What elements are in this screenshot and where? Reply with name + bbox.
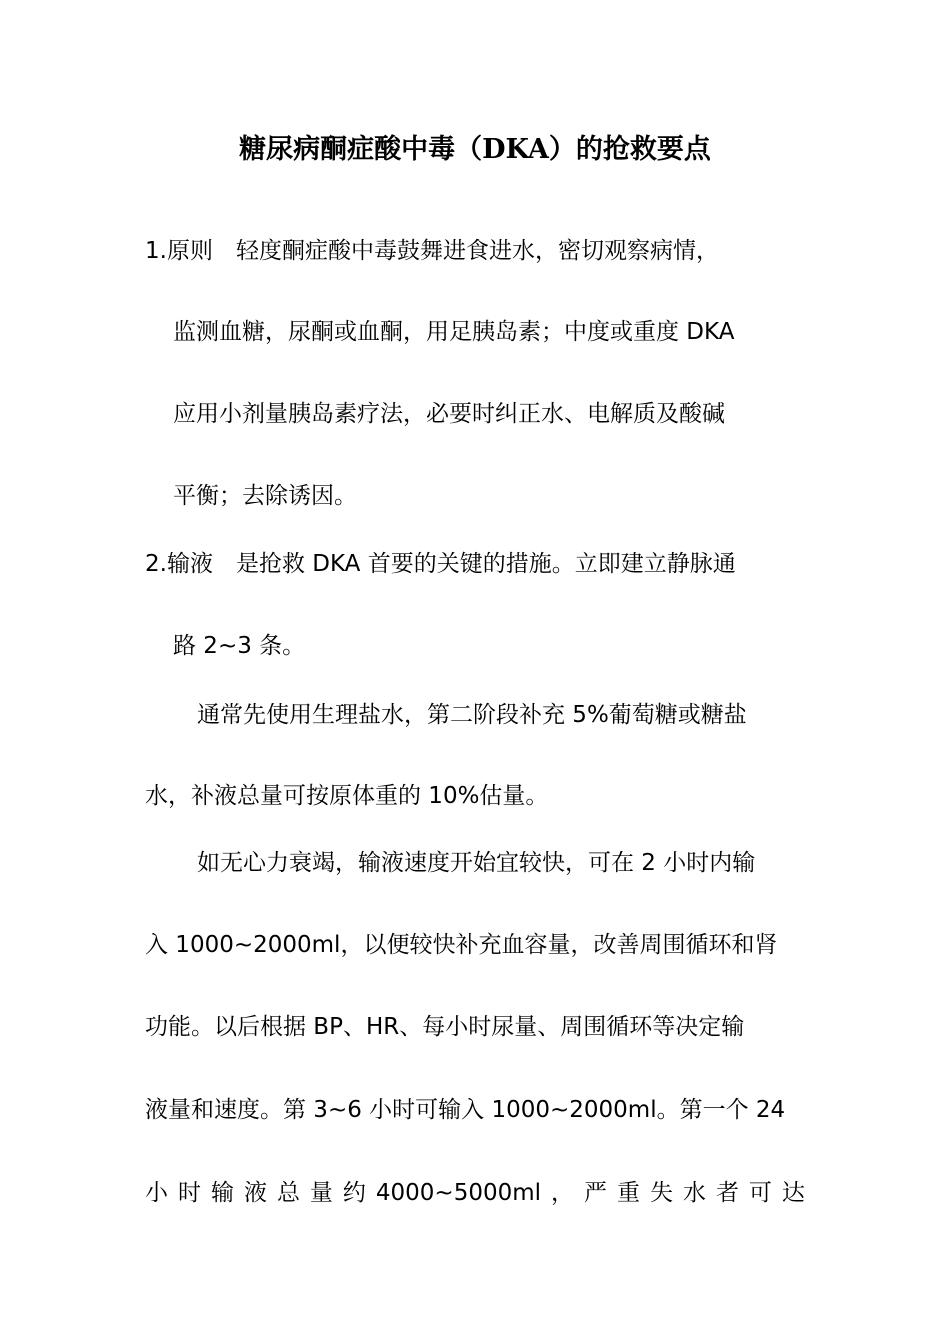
paragraph-line-principle: 1.原则 轻度酮症酸中毒鼓舞进食进水，密切观察病情，: [145, 238, 719, 264]
page-title: 糖尿病酮症酸中毒（DKA）的抢救要点: [239, 134, 711, 165]
word: 可: [748, 1180, 772, 1206]
word: 时: [177, 1180, 201, 1206]
word: 液: [243, 1180, 267, 1206]
paragraph-line: 路 2~3 条。: [173, 633, 306, 659]
word: 失: [649, 1180, 673, 1206]
word: 严: [584, 1180, 607, 1206]
paragraph-line: 应用小剂量胰岛素疗法，必要时纠正水、电解质及酸碱: [173, 401, 725, 427]
word: 输: [210, 1180, 234, 1206]
word: 小: [145, 1180, 168, 1206]
word: 4000~5000ml: [375, 1180, 542, 1206]
word: 总: [276, 1180, 300, 1206]
word: 重: [616, 1180, 640, 1206]
paragraph-line: 入 1000~2000ml，以便较快补充血容量，改善周围循环和肾: [145, 932, 778, 958]
word: 约: [342, 1180, 366, 1206]
paragraph-line-infusion: 2.输液 是抢救 DKA 首要的关键的措施。立即建立静脉通: [145, 551, 736, 577]
word: ，: [551, 1180, 575, 1206]
paragraph-line: 监测血糖，尿酮或血酮，用足胰岛素；中度或重度 DKA: [173, 319, 735, 345]
paragraph-line: 平衡；去除诱因。: [173, 483, 357, 509]
paragraph-line-justified: [145, 1176, 805, 1210]
word: 水: [682, 1180, 706, 1206]
word: 者: [715, 1180, 739, 1206]
paragraph-line: 通常先使用生理盐水，第二阶段补充 5%葡萄糖或糖盐: [197, 702, 747, 728]
word: 量: [309, 1180, 333, 1206]
paragraph-line: 如无心力衰竭，输液速度开始宜较快，可在 2 小时内输: [197, 850, 756, 876]
word: 达: [781, 1180, 805, 1206]
paragraph-line: 液量和速度。第 3~6 小时可输入 1000~2000ml。第一个 24: [145, 1097, 786, 1123]
paragraph-line: 功能。以后根据 BP、HR、每小时尿量、周围循环等决定输: [145, 1014, 745, 1040]
paragraph-line: 水，补液总量可按原体重的 10%估量。: [145, 783, 549, 809]
